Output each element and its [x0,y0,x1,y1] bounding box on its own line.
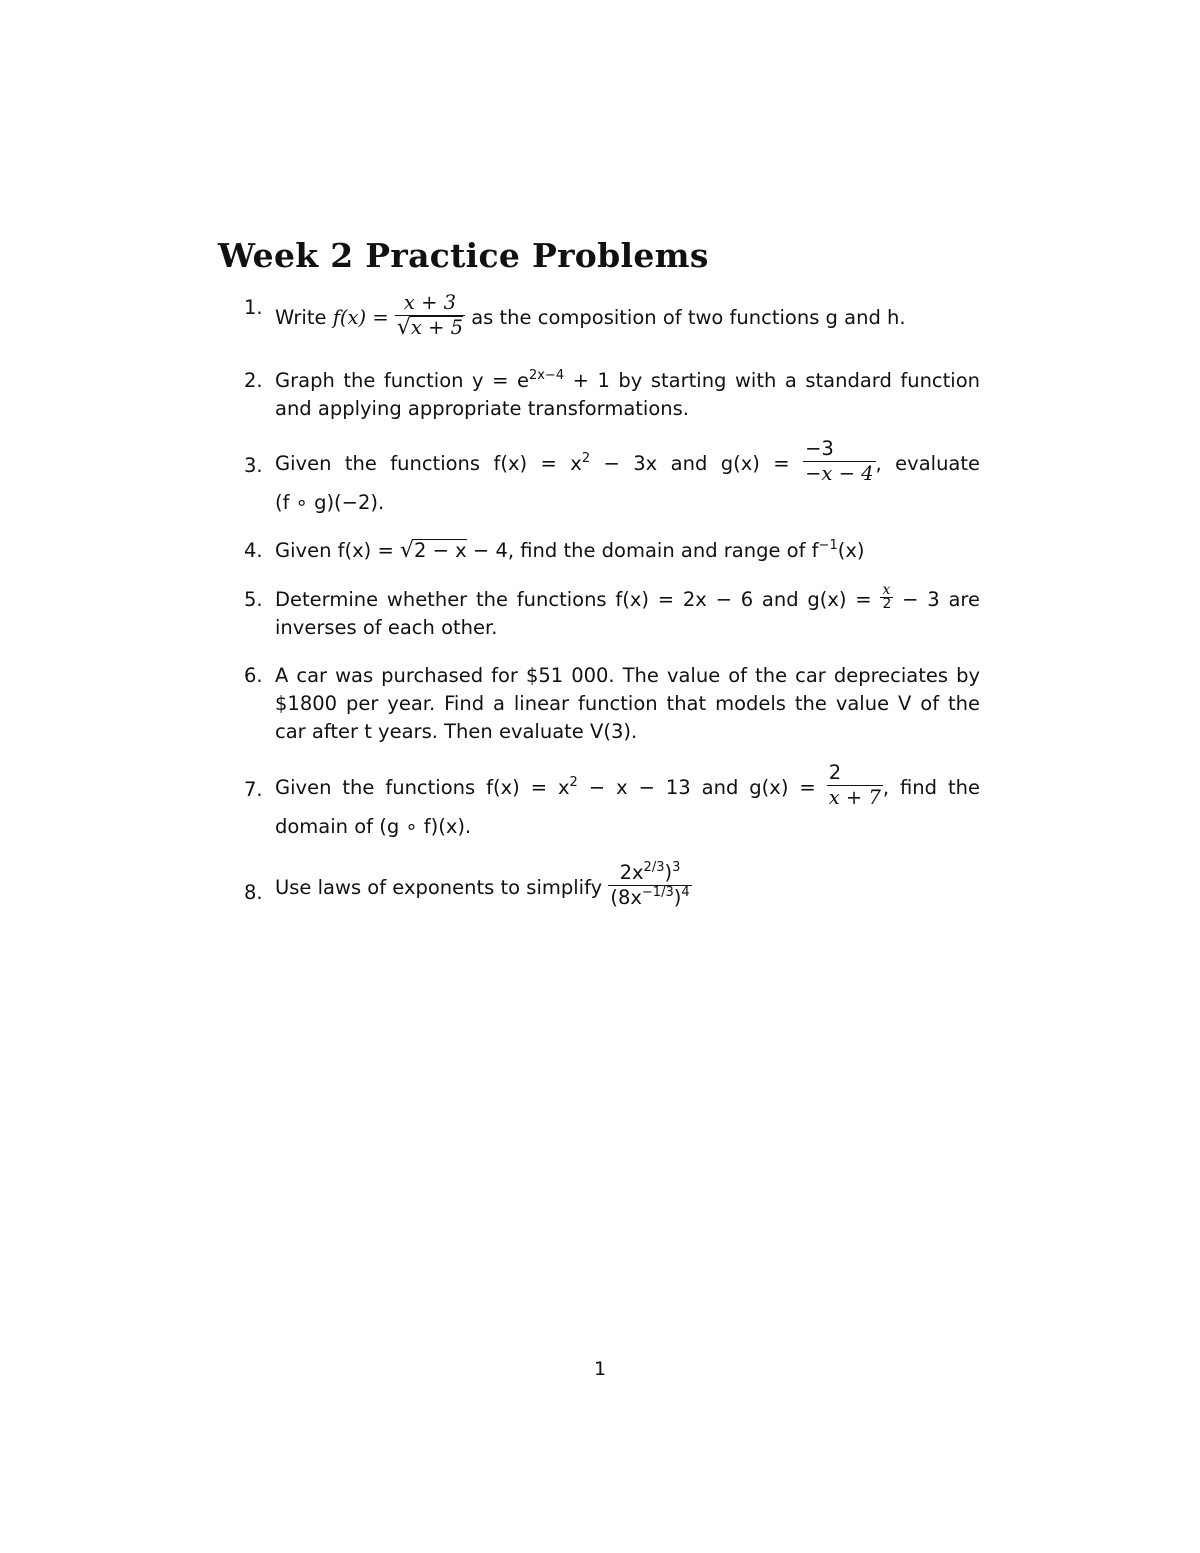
problem-text: Given f(x) = √2 − x − 4, find the domain and range of $f^{-1}(x)$ [275,538,865,563]
problem-text: Graph the function $y = e^{2x-4} + 1$ by starting with a standard function and applying appropriate transformations. [275,368,980,420]
fraction: $\frac{2}{x + 7}$ [828,761,881,809]
problem-5 [244,582,981,642]
problem-number: 6. [244,664,263,687]
problem-text: Use laws of exponents to simplify $\frac{2x^{2/3})^3}{(8x^{-1/3})^4}$ [275,860,690,909]
problem-1 [244,291,980,343]
fraction: $\frac{x + 3}{√x + 5}$ [396,291,464,340]
problem-text: Given the functions $f(x) = x^2 - x - 13$ and g(x) = $\frac{2}{x + 7}$ , find the domain of (g ∘ f)(x). [275,761,980,838]
page-number: 1 [593,1358,607,1380]
fraction: $\frac{-3}{-x - 4}$ [805,437,874,485]
problem-2 [244,367,980,423]
sqrt-symbol: √ [396,315,411,340]
fraction: $\frac{2x^{2/3})^3}{(8x^{-1/3})^4}$ [610,860,690,909]
problem-text: A car was purchased for $51 000. The value of the car depreciates by $1800 per year. Find a linear function that models the value V of the car after t years. Then evaluate V(3). [275,664,980,743]
problem-number: 2. [244,369,263,392]
problem-number: 5. [244,588,263,611]
problem-number: 8. [244,881,263,904]
problem-6 [244,662,980,746]
problem-number: 1. [244,296,263,319]
problem-text: Write f(x) = $\frac{x + 3}{√x + 5}$ as the composition of two functions g and h. [275,291,906,340]
problem-number: 4. [244,539,263,562]
fraction: $\frac{x}{2}$ [882,582,892,612]
problem-number: 7. [244,778,263,801]
sqrt-symbol: √ [399,538,415,563]
problem-text: Determine whether the functions f(x) = 2x − 6 and g(x) = $\frac{x}{2}$ − 3 are inverses of each other. [275,582,981,639]
problem-7 [244,761,980,841]
problem-3 [244,437,981,517]
problem-8 [244,860,980,913]
problem-number: 3. [244,454,263,477]
problem-text: Given the functions $f(x) = x^2 - 3x$ and g(x) = $\frac{-3}{-x - 4}$ , evaluate (f ∘ g)(−2). [275,437,981,514]
page-title: Week 2 Practice Problems [218,236,709,275]
problem-4 [244,537,980,565]
